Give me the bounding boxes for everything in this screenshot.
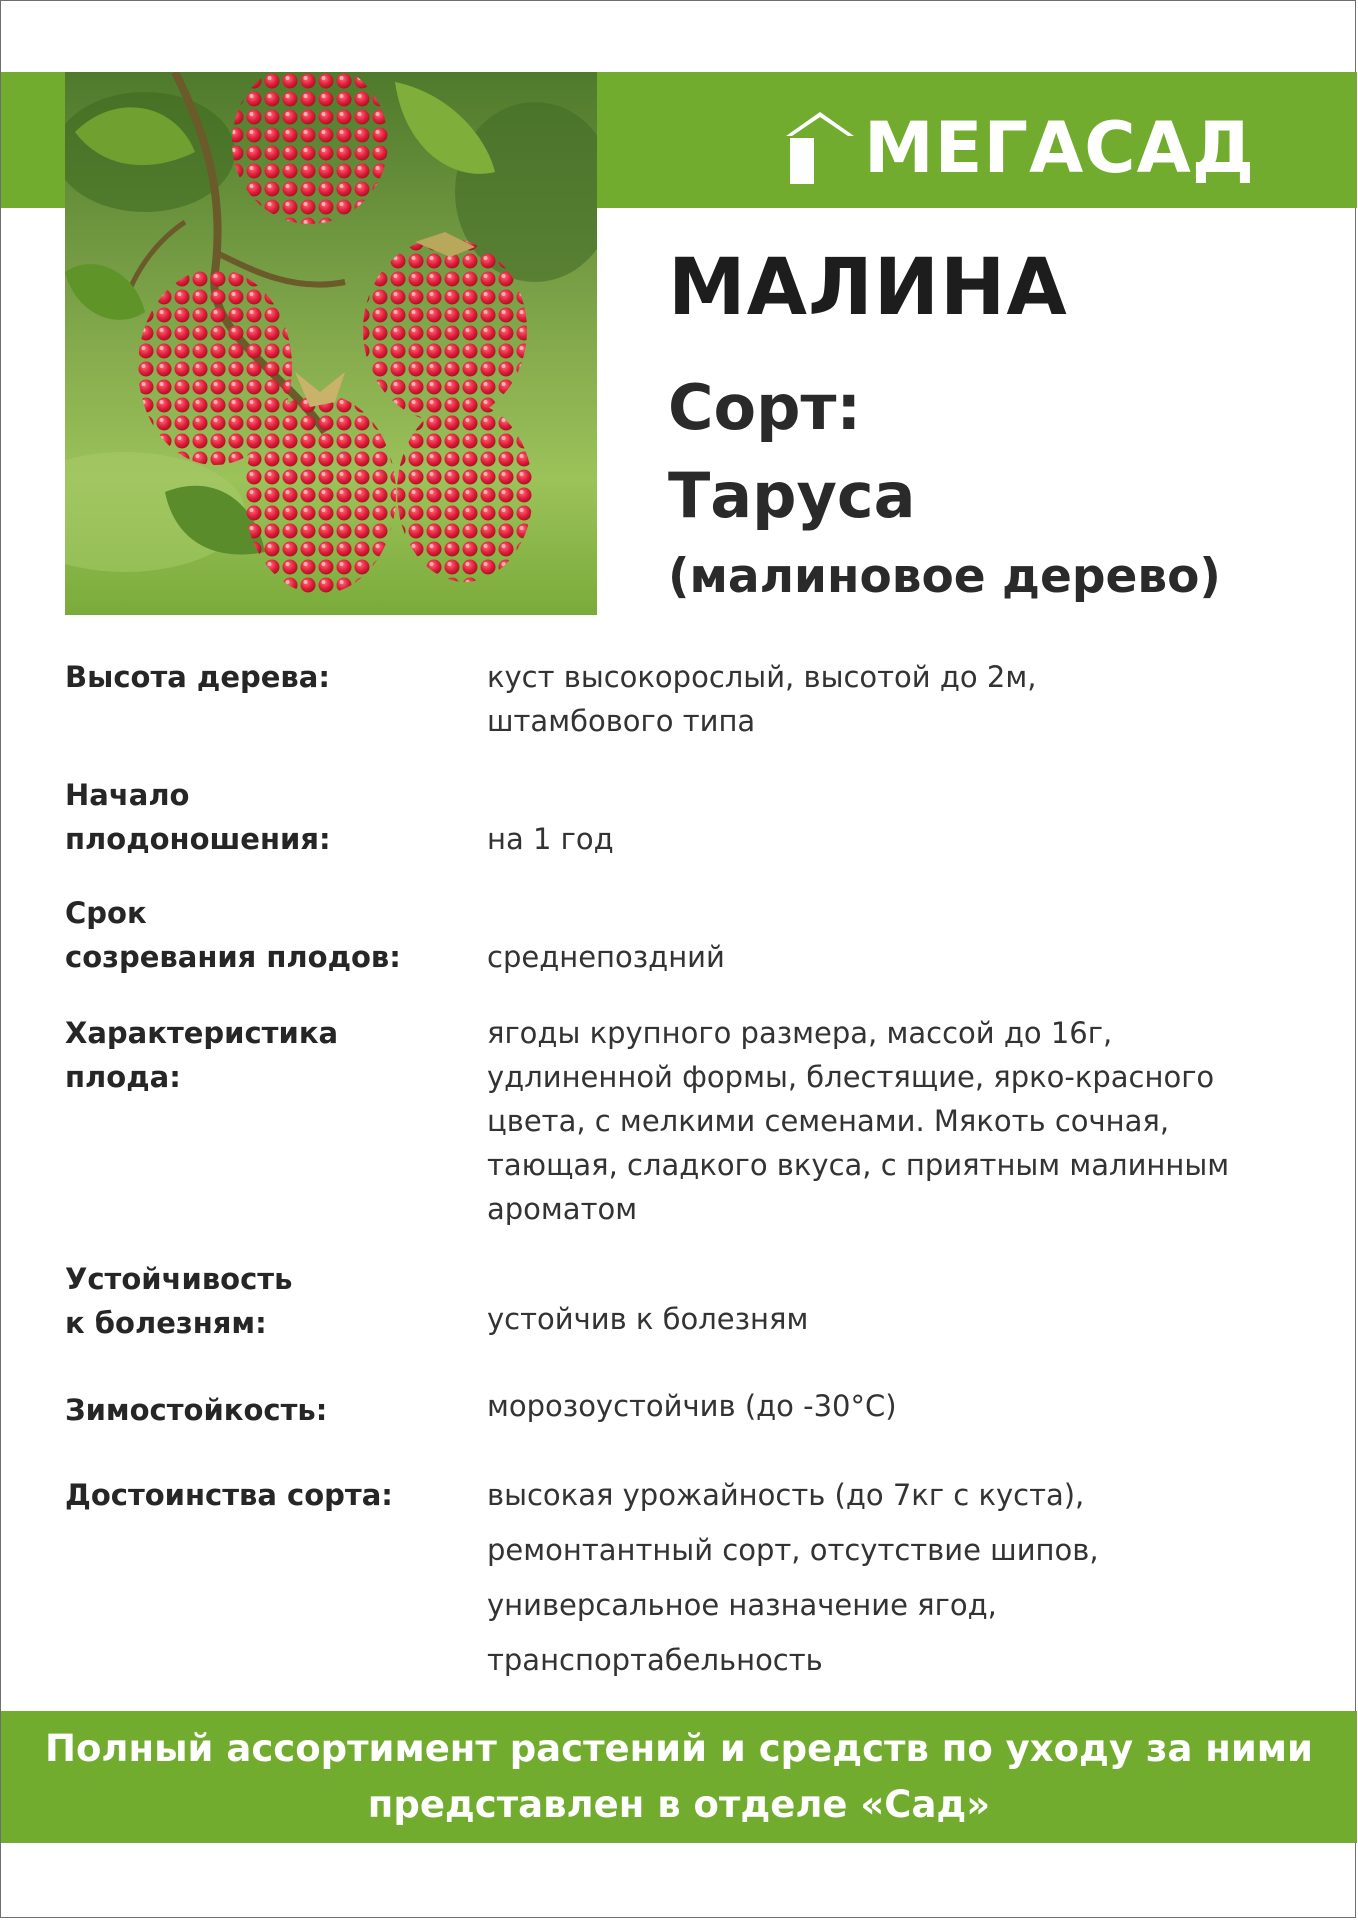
spec-value-advantages: высокая урожайность (до 7кг с куста), ремонтантный сорт, отсутствие шипов, универсальное назначение ягод, транспортабельность xyxy=(487,1478,1099,1677)
brand-name: МЕГАСАД xyxy=(864,107,1256,189)
sort-name: Таруса xyxy=(668,459,916,532)
brand-logo xyxy=(780,96,1256,189)
spec-label-disease-resistance: Устойчивость к болезням: xyxy=(65,1262,293,1340)
spec-label-height: Высота дерева: xyxy=(65,660,330,694)
raspberry-photo xyxy=(65,72,597,615)
sort-label: Сорт: xyxy=(668,371,862,444)
spec-value-height: куст высокорослый, высотой до 2м, штамбового типа xyxy=(487,660,1037,738)
product-title: МАЛИНА xyxy=(668,243,1068,333)
spec-value-ripening: среднепоздний xyxy=(487,940,725,974)
spec-label-advantages: Достоинства сорта: xyxy=(65,1478,393,1512)
spec-label-fruiting-start: Начало плодоношения: xyxy=(65,778,331,856)
spec-value-disease-resistance: устойчив к болезням xyxy=(487,1302,809,1336)
sort-note: (малиновое дерево) xyxy=(668,549,1221,604)
footer-text: Полный ассортимент растений и средств по уходу за ними представлен в отделе «Сад» xyxy=(45,1727,1313,1826)
spec-value-winter-hardiness: морозоустойчив (до -30°С) xyxy=(487,1389,897,1423)
spec-value-fruit: ягоды крупного размера, массой до 16г, удлиненной формы, блестящие, ярко-красного цвета, с мелкими семенами. Мякоть сочная, тающая, сладкого вкуса, с приятным малинным ароматом xyxy=(487,1016,1230,1226)
house-icon xyxy=(780,106,860,186)
spec-value-fruiting-start: на 1 год xyxy=(487,822,614,856)
spec-label-ripening: Срок созревания плодов: xyxy=(65,896,401,974)
spec-label-winter-hardiness: Зимостойкость: xyxy=(65,1393,328,1427)
footer-band xyxy=(1,1711,1357,1843)
spec-label-fruit: Характеристика плода: xyxy=(65,1016,339,1094)
